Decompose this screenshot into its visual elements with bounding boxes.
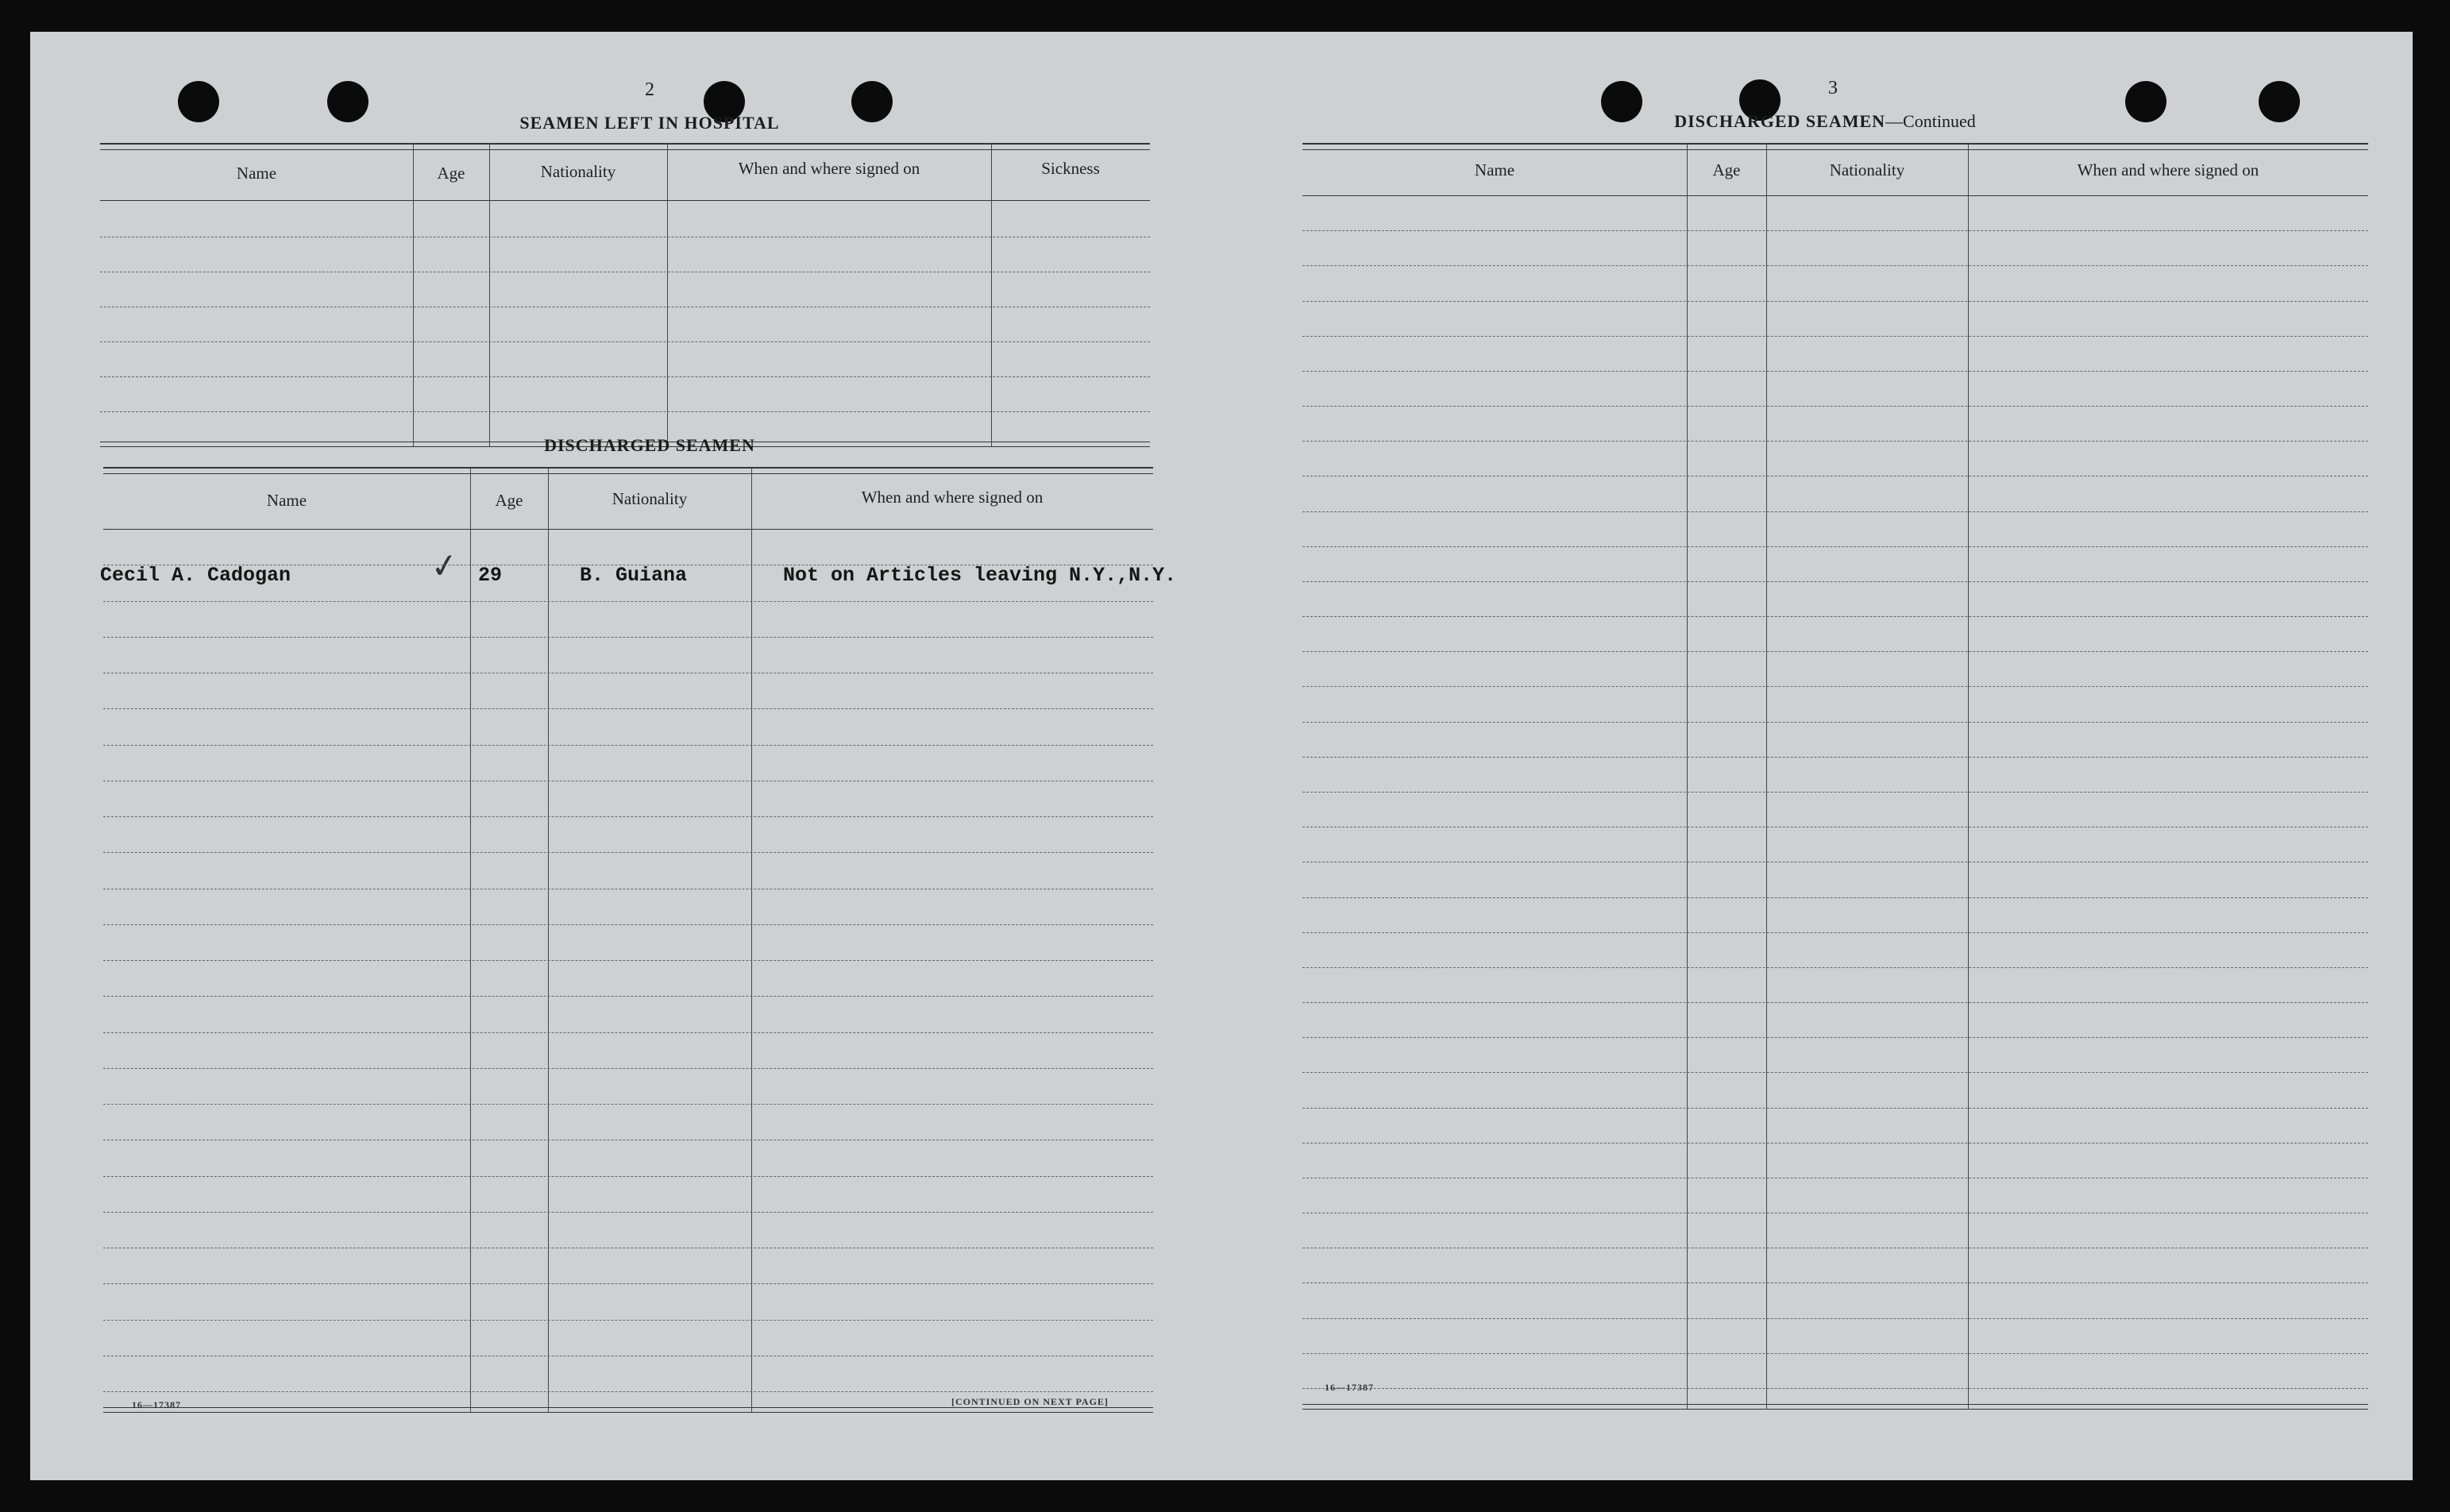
punch-hole <box>2125 81 2166 122</box>
table-row <box>1302 265 2368 266</box>
page-number-right: 3 <box>1828 78 1838 98</box>
continued-note: [CONTINUED ON NEXT PAGE] <box>951 1396 1109 1407</box>
table-row <box>1302 967 2368 968</box>
table-row <box>1302 792 2368 793</box>
table-row <box>1302 1037 2368 1038</box>
discharged-header-age: Age <box>495 491 523 510</box>
punch-hole <box>178 81 219 122</box>
table-row <box>100 341 1150 342</box>
discharged-title: DISCHARGED SEAMEN <box>544 435 755 455</box>
table-row <box>103 1068 1153 1069</box>
table-row <box>1302 441 2368 442</box>
table-row <box>1302 301 2368 302</box>
hospital-header-sickness: Sickness <box>1041 159 1100 178</box>
hospital-header-name: Name <box>236 164 277 183</box>
table-row <box>1302 1143 2368 1144</box>
discharged-header-name: Name <box>266 491 307 510</box>
table-row <box>100 376 1150 377</box>
table-row <box>103 1104 1153 1105</box>
table-row <box>103 1320 1153 1321</box>
table-row <box>103 1283 1153 1284</box>
check-mark: ✓ <box>427 544 461 588</box>
register-sheet <box>30 32 2413 1480</box>
seaman-nationality: B. Guiana <box>580 564 688 587</box>
table-row <box>1302 511 2368 512</box>
table-row <box>1302 1353 2368 1354</box>
punch-hole <box>327 81 368 122</box>
table-row <box>103 1032 1153 1033</box>
table-row <box>103 852 1153 853</box>
discharged-table <box>100 467 1177 1420</box>
table-row <box>1302 616 2368 617</box>
table-row <box>103 637 1153 638</box>
table-row <box>1302 336 2368 337</box>
table-row <box>103 816 1153 817</box>
page-number-left: 2 <box>645 79 654 100</box>
hospital-header-signed-on: When and where signed on <box>738 159 920 178</box>
table-row <box>1302 1318 2368 1319</box>
table-row <box>1302 406 2368 407</box>
table-row <box>103 960 1153 961</box>
table-row <box>1302 1072 2368 1073</box>
form-number-left: 16—17387 <box>132 1399 181 1410</box>
seaman-signed-on: Not on Articles leaving N.Y.,N.Y. <box>783 564 1177 587</box>
hospital-table <box>100 143 1150 453</box>
table-row <box>103 1212 1153 1213</box>
continued-header-age: Age <box>1712 160 1741 179</box>
table-row <box>1302 1002 2368 1003</box>
table-row <box>100 411 1150 412</box>
table-row <box>103 745 1153 746</box>
hospital-header-age: Age <box>437 164 465 183</box>
table-row <box>1302 722 2368 723</box>
table-row <box>103 1176 1153 1177</box>
table-row <box>1302 371 2368 372</box>
table-row <box>1302 230 2368 231</box>
table-row <box>1302 1108 2368 1109</box>
table-row <box>1302 651 2368 652</box>
table-row <box>1302 757 2368 758</box>
table-row <box>103 708 1153 709</box>
table-row <box>103 1391 1153 1392</box>
table-row <box>1302 932 2368 933</box>
table-row <box>1302 897 2368 898</box>
table-row <box>103 601 1153 602</box>
table-row <box>103 924 1153 925</box>
form-number-right: 16—17387 <box>1325 1382 1374 1393</box>
discharged-continued-main: DISCHARGED SEAMEN <box>1674 111 1886 131</box>
discharged-header-signed-on: When and where signed on <box>861 488 1044 507</box>
continued-header-name: Name <box>1474 160 1515 179</box>
seaman-age: 29 <box>478 564 503 587</box>
discharged-continued-table <box>1302 143 2368 1414</box>
seaman-name: Cecil A. Cadogan <box>100 564 291 587</box>
table-row <box>1302 1282 2368 1283</box>
table-row <box>1302 581 2368 582</box>
table-row <box>1302 686 2368 687</box>
table-row <box>103 996 1153 997</box>
punch-hole <box>2259 81 2300 122</box>
discharged-continued-suffix: —Continued <box>1885 111 1976 131</box>
table-row <box>1302 1388 2368 1389</box>
hospital-header-nationality: Nationality <box>540 162 616 181</box>
continued-header-nationality: Nationality <box>1829 160 1905 179</box>
discharged-continued-title <box>1579 111 2071 132</box>
table-row <box>1302 546 2368 547</box>
discharged-header-nationality: Nationality <box>612 489 688 508</box>
hospital-title: SEAMEN LEFT IN HOSPITAL <box>519 113 780 133</box>
continued-header-signed-on: When and where signed on <box>2077 160 2259 179</box>
